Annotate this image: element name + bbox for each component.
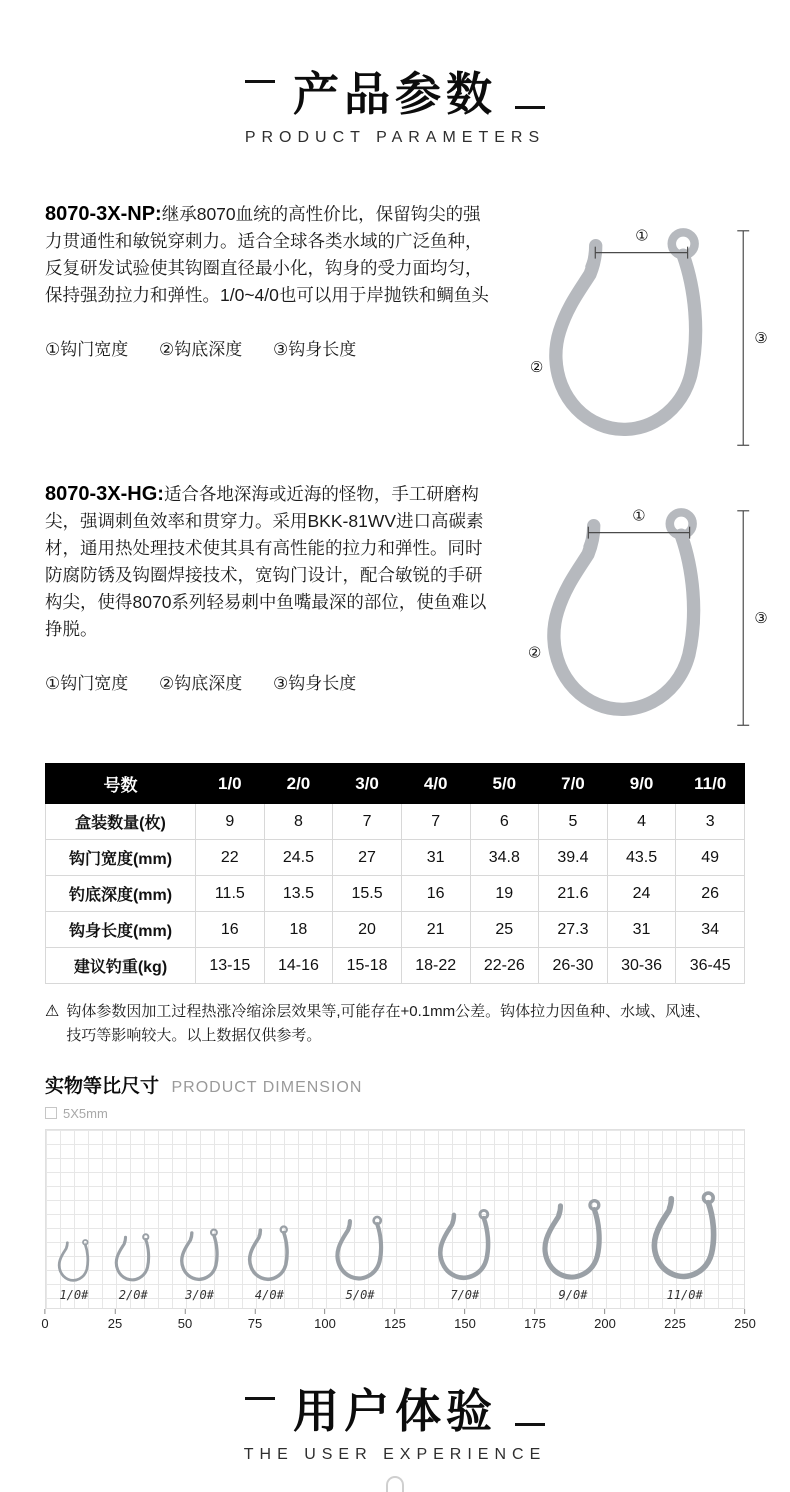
title-decor-line-left <box>245 1397 275 1400</box>
spec-cell: 4 <box>607 804 676 840</box>
dim-line-body-length <box>737 231 749 445</box>
product-description-text: 继承8070血统的高性价比，保留钩尖的强力贯通性和敏锐穿刺力。适合全球各类水域的广泛鱼种，反复研发试验使其钩圈直径最小化，钩身的受力面均匀，保持强劲拉力和弹性。1/0~4/0也可以用于岸抛铁和鲷鱼头 <box>45 203 489 305</box>
spec-col-header: 11/0 <box>676 764 745 804</box>
ruler-tick-label: 175 <box>524 1315 546 1331</box>
hook-sample <box>111 1232 155 1302</box>
spec-cell: 43.5 <box>607 840 676 876</box>
spec-row-label: 盒装数量(枚) <box>46 804 196 840</box>
hook-illustration <box>176 1227 224 1284</box>
spec-table-row <box>46 804 745 840</box>
spec-cell: 34 <box>676 912 745 948</box>
spec-row-label: 钩门宽度(mm) <box>46 840 196 876</box>
hook-illustration <box>432 1207 497 1284</box>
product-description <box>45 201 493 309</box>
hook-illustration <box>556 232 696 429</box>
spec-cell: 16 <box>196 912 265 948</box>
hook-illustration <box>244 1224 295 1284</box>
callout-gap-width: ① <box>635 228 649 245</box>
hook-diagram-hg <box>493 481 776 737</box>
spec-col-header: 1/0 <box>196 764 265 804</box>
spec-cell: 24.5 <box>264 840 333 876</box>
spec-cell: 36-45 <box>676 948 745 984</box>
hook-illustration <box>330 1214 390 1284</box>
spec-cell: 22-26 <box>470 948 539 984</box>
spec-cell: 7 <box>401 804 470 840</box>
hook-size-label: 9/0# <box>558 1287 588 1302</box>
spec-table-body <box>46 804 745 984</box>
ruler-tick-mark <box>185 1309 186 1314</box>
warning-triangle-icon: ⚠ <box>45 1003 60 1021</box>
next-section-preview <box>386 1476 404 1492</box>
hook-dimension-legend <box>45 669 493 694</box>
ruler-tick-label: 0 <box>41 1315 49 1331</box>
spec-cell: 3 <box>676 804 745 840</box>
ruler-tick-label: 200 <box>594 1315 616 1331</box>
page-header <box>0 0 790 147</box>
legend-item-gap-width: ①钩门宽度 <box>45 674 129 694</box>
product-model: 8070-3X-NP: <box>45 202 162 225</box>
hook-sample <box>244 1224 295 1302</box>
ruler-tick <box>594 1309 616 1331</box>
hook-dimension-legend <box>45 335 493 360</box>
ruler-tick <box>108 1309 122 1331</box>
spec-cell: 27 <box>333 840 402 876</box>
ruler-tick <box>248 1309 262 1331</box>
spec-cell: 21 <box>401 912 470 948</box>
ruler-tick-label: 50 <box>177 1315 193 1331</box>
ruler-tick-label: 225 <box>664 1315 686 1331</box>
spec-cell: 15.5 <box>333 876 402 912</box>
hook-size-label: 11/0# <box>666 1287 703 1302</box>
dimension-title-cn: 实物等比尺寸 <box>45 1075 160 1097</box>
hook-sample <box>432 1207 497 1302</box>
callout-bend-depth: ② <box>528 645 542 662</box>
ruler <box>41 1309 756 1333</box>
callout-body-length: ③ <box>754 611 768 628</box>
spec-table-row <box>46 948 745 984</box>
dim-line-body-length <box>737 511 749 725</box>
ruler-tick <box>664 1309 686 1331</box>
spec-cell: 11.5 <box>196 876 265 912</box>
ruler-tick <box>734 1309 756 1331</box>
spec-cell: 26 <box>676 876 745 912</box>
ruler-tick-label: 125 <box>384 1315 406 1331</box>
notice-text <box>66 1000 710 1047</box>
spec-cell: 15-18 <box>333 948 402 984</box>
spec-cell: 6 <box>470 804 539 840</box>
product-section-hg <box>0 481 790 737</box>
ruler-tick-mark <box>744 1309 745 1314</box>
callout-body-length: ③ <box>754 330 768 347</box>
legend-item-body-length: ③钩身长度 <box>272 674 357 694</box>
size-grid <box>45 1129 745 1309</box>
grid-scale-indicator <box>45 1106 745 1121</box>
spec-cell: 7 <box>333 804 402 840</box>
legend-item-gap-width: ①钩门宽度 <box>45 339 129 359</box>
spec-col-header: 9/0 <box>607 764 676 804</box>
spec-cell: 49 <box>676 840 745 876</box>
ruler-tick-mark <box>115 1309 116 1314</box>
product-description-text: 适合各地深海或近海的怪物，手工研磨构尖，强调刺鱼效率和贯穿力。采用BKK-81WV进口高碳素材，通用热处理技术使其具有高性能的拉力和弹性。同时防腐防锈及钩圈焊接技术，宽钩门设计，配合敏锐的手研构尖，使得8070系列轻易刺中鱼嘴最深的部位，使鱼难以挣脱。 <box>45 484 487 640</box>
ruler-tick-mark <box>464 1309 465 1314</box>
spec-table <box>45 763 745 984</box>
hook-size-label: 3/0# <box>185 1287 214 1302</box>
ruler-tick-mark <box>674 1309 675 1314</box>
spec-cell: 14-16 <box>264 948 333 984</box>
spec-col-header: 5/0 <box>470 764 539 804</box>
product-section-np <box>0 201 790 457</box>
spec-cell: 25 <box>470 912 539 948</box>
legend-item-bend-depth: ②钩底深度 <box>158 339 243 359</box>
scale-checkbox-icon <box>45 1107 57 1119</box>
spec-cell: 31 <box>607 912 676 948</box>
hook-size-label: 1/0# <box>59 1287 89 1302</box>
spec-cell: 34.8 <box>470 840 539 876</box>
title-decor-line-right <box>515 1423 545 1426</box>
footer-subtitle: THE USER EXPERIENCE <box>243 1445 547 1463</box>
spec-cell: 5 <box>539 804 608 840</box>
ruler-tick-label: 75 <box>247 1315 263 1331</box>
spec-col-header: 4/0 <box>401 764 470 804</box>
scale-label: 5X5mm <box>63 1105 108 1121</box>
hook-size-label: 7/0# <box>450 1287 480 1302</box>
spec-cell: 21.6 <box>539 876 608 912</box>
spec-row-label: 钓底深度(mm) <box>46 876 196 912</box>
product-description <box>45 481 493 643</box>
hook-size-label: 2/0# <box>118 1287 148 1302</box>
dimension-section-header <box>45 1071 745 1098</box>
legend-item-body-length: ③钩身长度 <box>272 339 357 359</box>
callout-gap-width: ① <box>632 508 646 525</box>
spec-cell: 39.4 <box>539 840 608 876</box>
hook-diagram-np <box>493 201 776 457</box>
ruler-tick-mark <box>255 1309 256 1314</box>
spec-cell: 16 <box>401 876 470 912</box>
ruler-tick <box>178 1309 192 1331</box>
spec-cell: 13-15 <box>196 948 265 984</box>
callout-bend-depth: ② <box>530 359 544 376</box>
ruler-tick-mark <box>324 1309 325 1314</box>
ruler-tick <box>454 1309 476 1331</box>
spec-cell: 24 <box>607 876 676 912</box>
spec-col-header: 2/0 <box>264 764 333 804</box>
hook-sample <box>644 1189 725 1302</box>
ruler-tick-mark <box>394 1309 395 1314</box>
hook-sample <box>176 1227 224 1302</box>
page-title: 产品参数 <box>293 68 497 120</box>
ruler-tick-label: 100 <box>314 1315 336 1331</box>
spec-cell: 20 <box>333 912 402 948</box>
ruler-tick <box>314 1309 336 1331</box>
hook-illustration <box>536 1197 610 1284</box>
spec-table-row <box>46 876 745 912</box>
ruler-tick-mark <box>534 1309 535 1314</box>
hook-size-label: 5/0# <box>345 1287 375 1302</box>
hook-sample <box>54 1238 93 1302</box>
ruler-tick-mark <box>604 1309 605 1314</box>
page-footer <box>0 1385 790 1492</box>
footer-title: 用户体验 <box>293 1384 497 1437</box>
spec-table-head-row <box>46 764 745 804</box>
hook-sample <box>536 1197 610 1302</box>
ruler-tick-mark <box>44 1309 45 1314</box>
spec-row-label: 建议钓重(kg) <box>46 948 196 984</box>
spec-table-row <box>46 912 745 948</box>
notice-line2: 技巧等影响较大。以上数据仅供参考。 <box>66 1026 322 1044</box>
spec-col-header: 7/0 <box>539 764 608 804</box>
ruler-tick-label: 150 <box>454 1315 476 1331</box>
product-model: 8070-3X-HG: <box>45 483 164 506</box>
ruler-tick-label: 25 <box>107 1315 123 1331</box>
spec-cell: 18 <box>264 912 333 948</box>
hook-sample <box>330 1214 390 1302</box>
title-decor-line-right <box>515 106 545 109</box>
hook-illustration <box>644 1189 725 1284</box>
spec-cell: 31 <box>401 840 470 876</box>
spec-cell: 22 <box>196 840 265 876</box>
hook-size-label: 4/0# <box>254 1287 284 1302</box>
spec-cell: 9 <box>196 804 265 840</box>
ruler-tick-label: 250 <box>734 1315 756 1331</box>
hook-illustration <box>111 1232 155 1284</box>
ruler-tick <box>384 1309 406 1331</box>
spec-table-row <box>46 840 745 876</box>
tolerance-notice <box>45 1000 745 1047</box>
spec-cell: 13.5 <box>264 876 333 912</box>
spec-col-header: 3/0 <box>333 764 402 804</box>
spec-cell: 8 <box>264 804 333 840</box>
title-decor-line-left <box>245 80 275 83</box>
legend-item-bend-depth: ②钩底深度 <box>158 674 243 694</box>
spec-cell: 27.3 <box>539 912 608 948</box>
page-subtitle: PRODUCT PARAMETERS <box>244 128 546 146</box>
spec-corner-header: 号数 <box>46 764 196 804</box>
spec-cell: 18-22 <box>401 948 470 984</box>
hook-illustration <box>554 512 694 709</box>
ruler-tick <box>41 1309 48 1331</box>
dimension-title-en: PRODUCT DIMENSION <box>171 1078 363 1096</box>
ruler-tick <box>524 1309 546 1331</box>
spec-row-label: 钩身长度(mm) <box>46 912 196 948</box>
notice-line1: 钩体参数因加工过程热涨冷缩涂层效果等,可能存在+0.1mm公差。钩体拉力因鱼种、水域、风速、 <box>66 1003 711 1021</box>
spec-cell: 19 <box>470 876 539 912</box>
spec-cell: 30-36 <box>607 948 676 984</box>
spec-cell: 26-30 <box>539 948 608 984</box>
hook-illustration <box>54 1238 93 1284</box>
